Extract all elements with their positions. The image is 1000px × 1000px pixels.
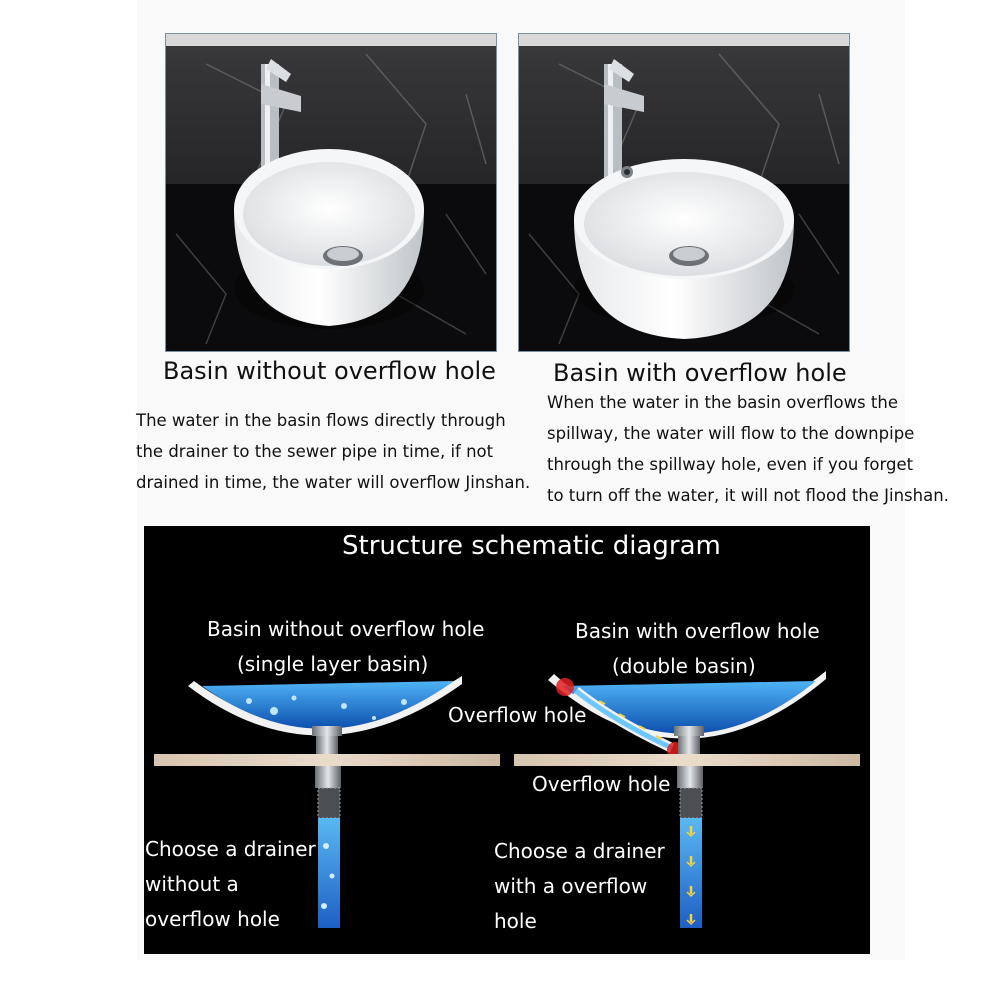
description-line: The water in the basin flows directly through [136, 411, 506, 430]
left-heading-line: Basin without overflow hole [207, 617, 485, 641]
basin-photo-with-overflow [518, 33, 850, 352]
overflow-hole-label-top: Overflow hole [448, 703, 587, 727]
structure-diagram [144, 526, 870, 954]
left-heading-line: (single layer basin) [237, 652, 429, 676]
right-drainer-line: with a overflow [494, 874, 648, 898]
description-line: through the spillway hole, even if you forget [547, 455, 914, 474]
description-line: the drainer to the sewer pipe in time, if not [136, 442, 494, 461]
description-with-overflow [547, 387, 949, 511]
right-drainer-line: Choose a drainer [494, 839, 665, 863]
right-heading-line: Basin with overflow hole [575, 619, 820, 643]
caption-without-overflow: Basin without overflow hole [163, 357, 496, 385]
description-line: spillway, the water will flow to the downpipe [547, 424, 915, 443]
diagram-title: Structure schematic diagram [342, 531, 721, 561]
left-drainer-line: Choose a drainer [145, 837, 316, 861]
basin-photo-without-overflow [165, 33, 497, 352]
overflow-hole-label-bottom: Overflow hole [532, 772, 671, 796]
description-line: When the water in the basin overflows the [547, 393, 898, 412]
left-drainer-line: without a [145, 872, 239, 896]
description-line: to turn off the water, it will not flood the Jinshan. [547, 486, 949, 505]
caption-with-overflow: Basin with overflow hole [553, 359, 847, 387]
right-drainer-line: hole [494, 909, 537, 933]
left-drainer-line: overflow hole [145, 907, 280, 931]
right-heading-line: (double basin) [612, 654, 756, 678]
description-without-overflow [136, 405, 530, 498]
description-line: drained in time, the water will overflow Jinshan. [136, 473, 531, 492]
